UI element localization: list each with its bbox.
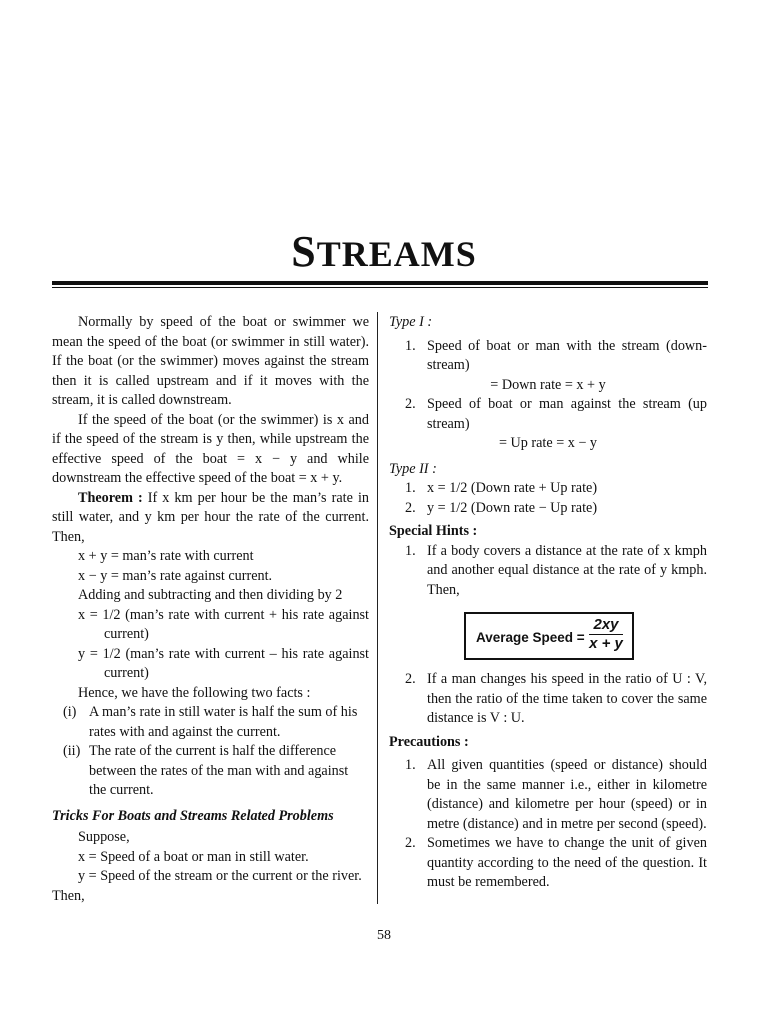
average-speed-formula-box — [464, 612, 634, 660]
tricks-heading: Tricks For Boats and Streams Related Problems — [52, 807, 334, 824]
title-rule-thin — [52, 287, 708, 288]
type-1-item: 1. Speed of boat or man with the stream (down-stream) — [405, 337, 707, 373]
theorem-paragraph — [52, 489, 369, 548]
type-2-heading: Type II : — [389, 460, 437, 477]
equation-y: y = 1/2 (man’s rate with current – his rate against current) — [78, 645, 369, 681]
adding-note: Adding and subtracting and then dividing by 2 — [78, 587, 343, 603]
fact-item: (i) A man’s rate in still water is half the sum of his rates with and against the current. — [63, 704, 358, 740]
theorem-label: Theorem : — [78, 489, 143, 506]
right-column — [389, 313, 707, 893]
page-title: STREAMS — [291, 227, 477, 276]
down-rate: = Down rate = x + y — [490, 376, 606, 393]
type-1-heading: Type I : — [389, 314, 433, 330]
type-1-item: 2. Speed of boat or man against the stream (up stream) — [405, 396, 707, 432]
up-rate: = Up rate = x − y — [498, 435, 598, 451]
fact-item: (ii) The rate of the current is half the difference between the rates of the man with and against the current. — [63, 743, 349, 798]
definition-x: x = Speed of a boat or man in still water. — [78, 848, 309, 865]
column-divider — [377, 312, 378, 904]
hence-line: Hence, we have the following two facts : — [78, 684, 311, 701]
equation-sum: x + y = man’s rate with current — [78, 548, 254, 564]
suppose-line: Suppose, — [78, 829, 130, 845]
average-speed-label: Average Speed = — [476, 630, 585, 645]
precaution-item: 1. All given quantities (speed or distance) should be in the same manner i.e., either in kilometre (distance) and kilometre per hour (speed) or in metre (distance) and in metre per second (speed). — [405, 757, 707, 832]
page-number: 58 — [377, 928, 391, 943]
type-2-item: 2. y = 1/2 (Down rate − Up rate) — [405, 499, 598, 516]
equation-difference: x − y = man’s rate against current. — [78, 567, 273, 584]
intro-paragraph: Normally by speed of the boat or swimmer we mean the speed of the boat (or swimmer in still water). If the boat (or the swimmer) moves against the stream then it is called upstream and if it moves with the stream, it is called downstream. — [52, 314, 369, 408]
speed-paragraph: If the speed of the boat (or the swimmer) is x and if the speed of the stream is y then, while upstream the effective speed of the boat = x − y and while downstream the effective speed of the boat = x + y. — [52, 411, 369, 486]
hint-item: 1. If a body covers a distance at the rate of x kmph and another equal distance at the rate of y kmph. Then, — [405, 542, 707, 598]
fraction-numerator: 2xy — [589, 616, 623, 635]
precaution-item: 2. Sometimes we have to change the unit of given quantity according to the need of the question. It must be remembered. — [405, 835, 707, 890]
left-column — [52, 313, 369, 906]
definition-y: y = Speed of the stream or the current or the river. — [78, 868, 362, 884]
average-speed-fraction — [589, 616, 623, 653]
type-2-item: 1. x = 1/2 (Down rate + Up rate) — [405, 480, 598, 496]
special-hints-heading: Special Hints : — [389, 523, 478, 539]
precautions-heading: Precautions : — [389, 733, 469, 750]
theorem-text: If x km per hour be the man’s rate in still water, and y km per hour the rate of the current. Then, — [52, 489, 369, 545]
then-line: Then, — [52, 887, 85, 904]
title-rule-thick — [52, 281, 708, 285]
fraction-denominator: x + y — [589, 635, 623, 652]
hint-item: 2. If a man changes his speed in the ratio of U : V, then the ratio of the time taken to cover the same distance is V : U. — [405, 671, 707, 726]
equation-x: x = 1/2 (man’s rate with current + his rate against current) — [78, 606, 369, 642]
